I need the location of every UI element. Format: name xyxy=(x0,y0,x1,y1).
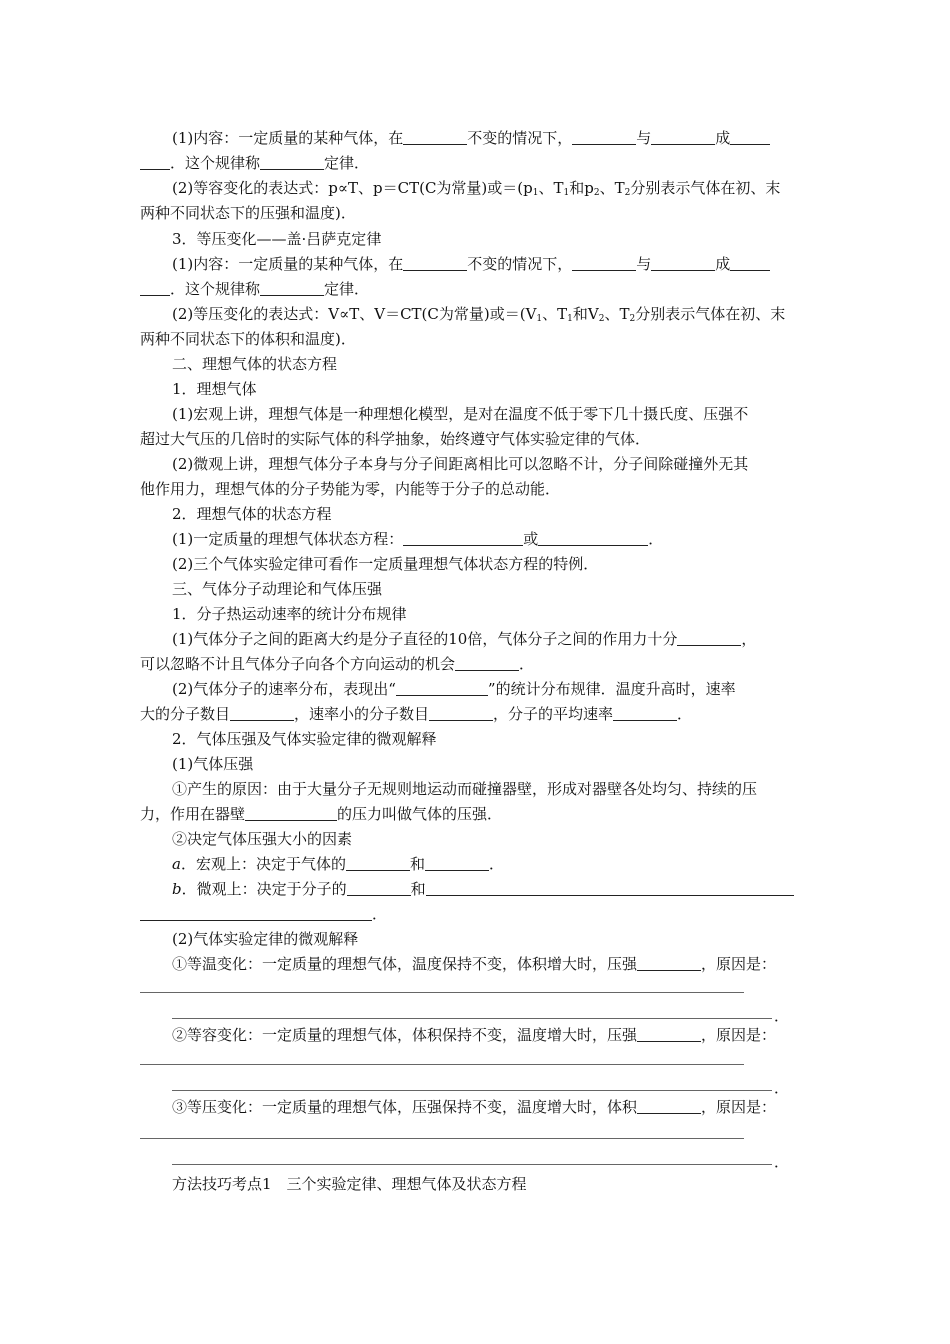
answer-blank[interactable] xyxy=(572,128,636,145)
answer-line[interactable] xyxy=(172,1090,772,1091)
answer-blank[interactable] xyxy=(245,804,337,821)
answer-blank[interactable] xyxy=(403,254,467,271)
answer-blank[interactable] xyxy=(651,254,715,271)
pressure-line: 力，作用在器壁 的压力叫做气体的压强． xyxy=(140,805,503,823)
answer-blank[interactable] xyxy=(572,254,636,271)
state-equation-heading: 2．理想气体的状态方程 xyxy=(172,505,332,523)
answer-blank[interactable] xyxy=(260,279,324,296)
isobaric-content-line: (1)内容：一定质量的某种气体，在 不变的情况下， 与 成 xyxy=(172,252,812,276)
answer-blank[interactable] xyxy=(403,128,467,145)
isobaric-expression-line: (2)等压变化的表达式：V∝T、V＝CT(C为常量)或$=(V_1$、$T_1$和$V_2$、$T_2$分别表示气体在初、末 xyxy=(172,305,786,324)
answer-blank[interactable] xyxy=(651,128,715,145)
micro-explanation-heading: (2)气体实验定律的微观解释 xyxy=(172,930,359,948)
distribution-line: (2)气体分子的速率分布，表现出“ ”的统计分布规律．温度升高时，速率 xyxy=(172,680,736,698)
pressure-heading: 2．气体压强及气体实验定律的微观解释 xyxy=(172,730,437,748)
paragraph-line: 他作用力，理想气体的分子势能为零，内能等于分子的总动能． xyxy=(140,480,561,498)
pressure-line: ①产生的原因：由于大量分子无规则地运动而碰撞器壁，形成对器壁各处均匀、持续的压 xyxy=(172,780,758,798)
isochoric-expression-cont: 两种不同状态下的压强和温度)． xyxy=(140,204,356,222)
isochoric-question: ②等容变化：一定质量的理想气体，体积保持不变，温度增大时，压强 ，原因是： xyxy=(172,1026,777,1044)
ideal-gas-heading: 1．理想气体 xyxy=(172,380,257,398)
answer-blank[interactable] xyxy=(140,153,170,170)
answer-blank[interactable] xyxy=(140,904,372,921)
answer-blank[interactable] xyxy=(140,279,170,296)
isochoric-content-line: (1)内容：一定质量的某种气体，在 不变的情况下， 与 成 xyxy=(172,126,812,150)
isobaric-expression-cont: 两种不同状态下的体积和温度)． xyxy=(140,330,356,348)
distribution-line: 大的分子数目 ，速率小的分子数目 ，分子的平均速率 ． xyxy=(140,705,693,723)
answer-blank[interactable] xyxy=(429,704,493,721)
paragraph-line: (2)三个气体实验定律可看作一定质量理想气体状态方程的特例． xyxy=(172,555,599,573)
answer-blank[interactable] xyxy=(730,254,770,271)
answer-blank[interactable] xyxy=(403,529,523,546)
answer-blank[interactable] xyxy=(637,1097,701,1114)
part3-heading: 三、气体分子动理论和气体压强 xyxy=(172,580,383,598)
answer-blank[interactable] xyxy=(230,704,294,721)
answer-blank[interactable] xyxy=(426,879,794,896)
answer-blank[interactable] xyxy=(677,629,741,646)
pressure-factor-heading: ②决定气体压强大小的因素 xyxy=(172,830,353,848)
answer-line[interactable] xyxy=(172,1164,772,1165)
isothermal-question: ①等温变化：一定质量的理想气体，温度保持不变，体积增大时，压强 ，原因是： xyxy=(172,955,777,973)
isobaric-law-line: ．这个规律称 定律． xyxy=(140,277,812,301)
answer-blank[interactable] xyxy=(637,954,701,971)
line-end-period: ． xyxy=(774,1153,790,1171)
paragraph-line: (2)微观上讲，理想气体分子本身与分子间距离相比可以忽略不计，分子间除碰撞外无其 xyxy=(172,455,749,473)
line-end-period: ． xyxy=(774,1079,790,1097)
answer-blank[interactable] xyxy=(637,1025,701,1042)
answer-blank[interactable] xyxy=(455,654,519,671)
part2-heading: 二、理想气体的状态方程 xyxy=(172,355,338,373)
isobaric-question: ③等压变化：一定质量的理想气体，压强保持不变，温度增大时，体积 ，原因是： xyxy=(172,1098,777,1116)
distribution-line: 可以忽略不计且气体分子向各个方向运动的机会 ． xyxy=(140,655,535,673)
paragraph-line: (1)宏观上讲，理想气体是一种理想化模型，是对在温度不低于零下几十摄氏度、压强不 xyxy=(172,405,749,423)
distribution-heading: 1．分子热运动速率的统计分布规律 xyxy=(172,605,407,623)
pressure-factor-macro: a．宏观上：决定于气体的 和 ． xyxy=(172,855,504,873)
paragraph-line: 超过大气压的几倍时的实际气体的科学抽象，始终遵守气体实验定律的气体． xyxy=(140,430,651,448)
pressure-factor-micro-cont: ． xyxy=(140,902,812,926)
isochoric-law-line: ．这个规律称 定律． xyxy=(140,151,812,175)
answer-blank[interactable] xyxy=(346,854,410,871)
pressure-factor-micro: b．微观上：决定于分子的 和 xyxy=(172,877,812,901)
answer-line[interactable] xyxy=(172,1018,772,1019)
answer-blank[interactable] xyxy=(538,529,648,546)
distribution-line: (1)气体分子之间的距离大约是分子直径的10倍，气体分子之间的作用力十分 ， xyxy=(172,630,757,648)
line-end-period: ． xyxy=(774,1007,790,1025)
isobaric-heading: 3．等压变化——盖·吕萨克定律 xyxy=(172,230,382,248)
answer-blank[interactable] xyxy=(396,679,488,696)
answer-line[interactable] xyxy=(140,1064,744,1065)
answer-blank[interactable] xyxy=(260,153,324,170)
answer-line[interactable] xyxy=(140,992,744,993)
answer-blank[interactable] xyxy=(730,128,770,145)
answer-blank[interactable] xyxy=(613,704,677,721)
answer-line[interactable] xyxy=(140,1138,744,1139)
state-equation-line: (1)一定质量的理想气体状态方程： 或 ． xyxy=(172,530,664,548)
pressure-subheading: (1)气体压强 xyxy=(172,755,254,773)
answer-blank[interactable] xyxy=(425,854,489,871)
answer-blank[interactable] xyxy=(347,879,411,896)
isochoric-expression-line: (2)等容变化的表达式：p∝T、p＝CT(C为常量)或$=(p_1$、$T_1$和$p_2$、$T_2$分别表示气体在初、末 xyxy=(172,179,781,198)
method-section-heading: 方法技巧考点1 三个实验定律、理想气体及状态方程 xyxy=(172,1175,527,1193)
